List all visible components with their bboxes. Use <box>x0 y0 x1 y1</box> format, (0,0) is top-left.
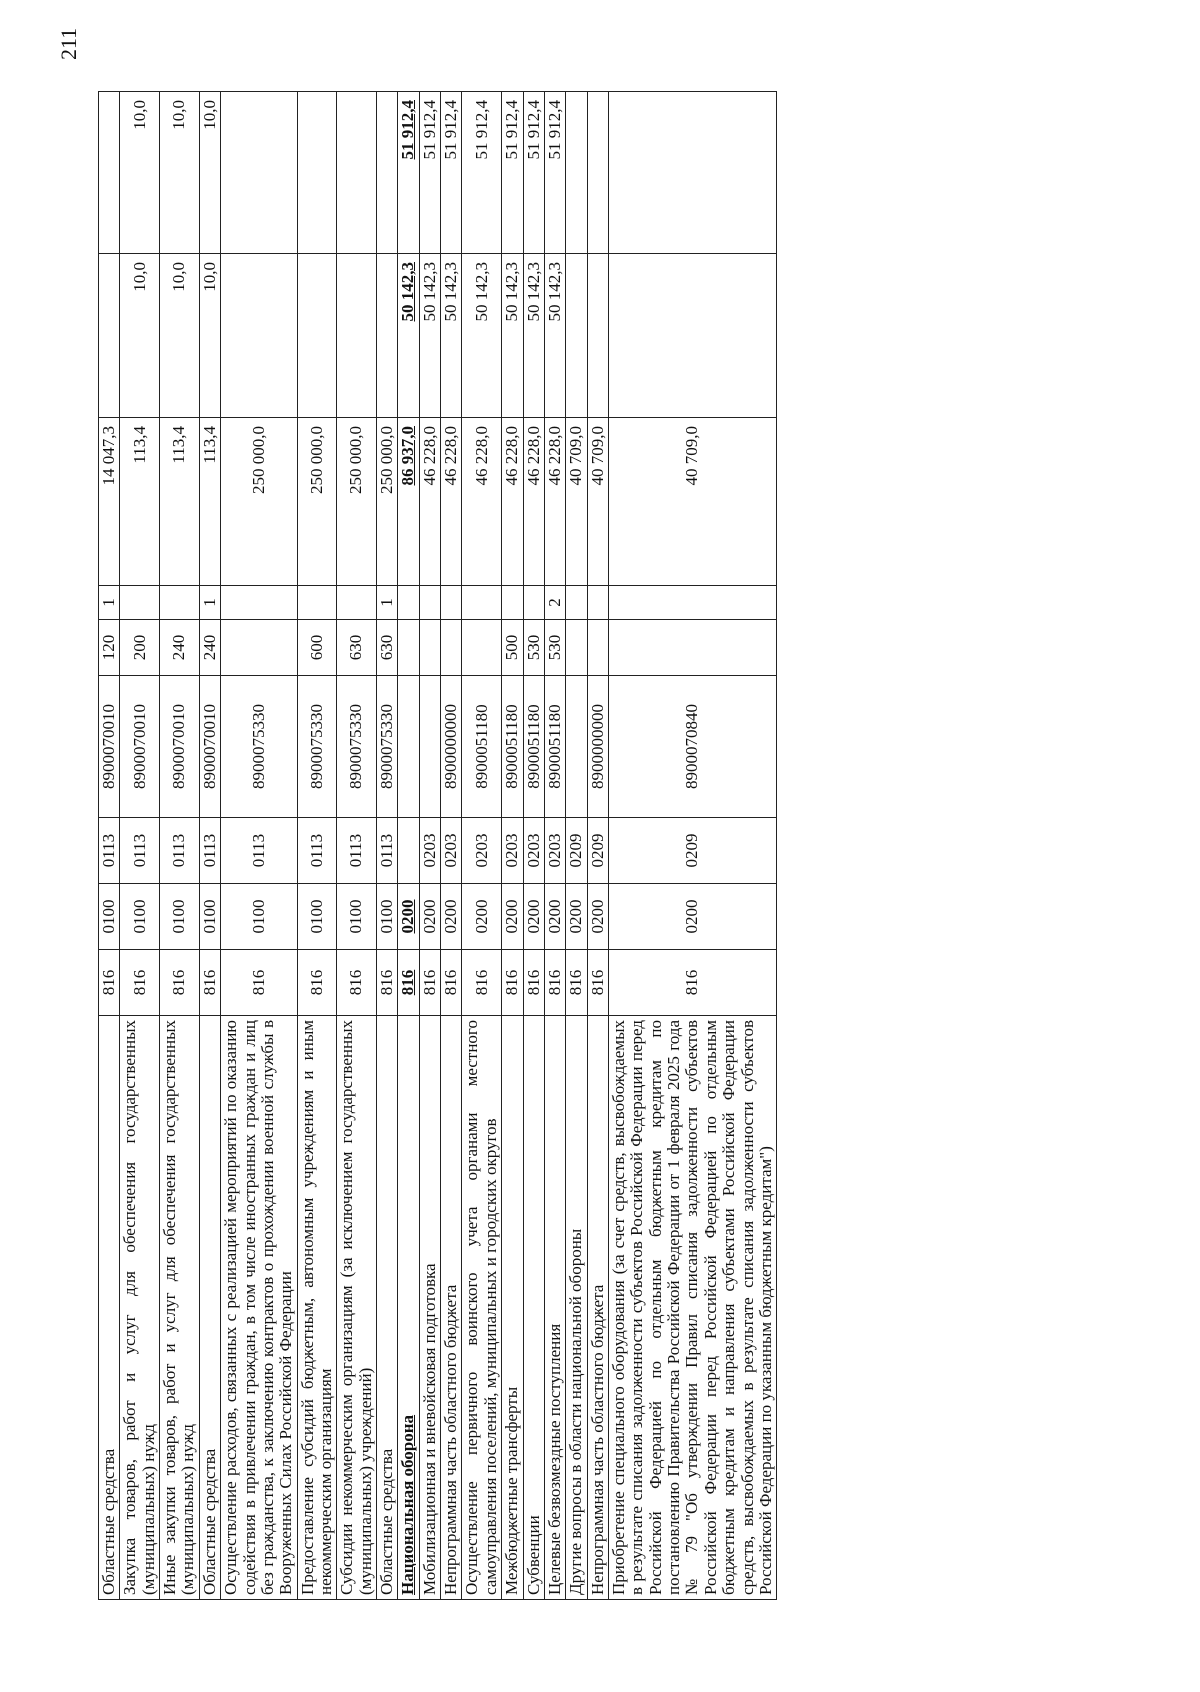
cell-vr <box>419 620 440 676</box>
cell-note <box>462 586 502 620</box>
cell-razdel: 0200 <box>398 884 419 950</box>
budget-table <box>98 91 777 1600</box>
cell-podrazdel: 0203 <box>441 818 462 884</box>
cell-sum2025: 113,4 <box>120 418 160 586</box>
cell-note <box>160 586 200 620</box>
cell-podrazdel: 0113 <box>337 818 377 884</box>
cell-csr <box>398 676 419 818</box>
cell-sum2026: 50 142,3 <box>544 254 565 418</box>
cell-ved: 816 <box>462 950 502 1016</box>
cell-sum2025: 250 000,0 <box>377 418 398 586</box>
cell-ved: 816 <box>120 950 160 1016</box>
cell-sum2027: 10,0 <box>120 92 160 254</box>
table-row <box>502 92 523 1600</box>
cell-csr: 8900075330 <box>297 676 337 818</box>
cell-name: Межбюджетные трансферты <box>502 1016 523 1600</box>
cell-podrazdel: 0203 <box>523 818 544 884</box>
cell-sum2027 <box>566 92 587 254</box>
table-row <box>566 92 587 1600</box>
cell-note: 2 <box>544 586 565 620</box>
cell-ved: 816 <box>566 950 587 1016</box>
cell-note <box>419 586 440 620</box>
cell-csr: 8900075330 <box>377 676 398 818</box>
cell-sum2026: 10,0 <box>199 254 220 418</box>
cell-razdel: 0100 <box>221 884 297 950</box>
cell-sum2026 <box>99 254 120 418</box>
cell-vr: 600 <box>297 620 337 676</box>
cell-ved: 816 <box>523 950 544 1016</box>
cell-note <box>441 586 462 620</box>
cell-name: Целевые безвозмездные поступления <box>544 1016 565 1600</box>
cell-podrazdel: 0113 <box>221 818 297 884</box>
table-row <box>544 92 565 1600</box>
cell-razdel: 0200 <box>462 884 502 950</box>
cell-sum2025: 46 228,0 <box>419 418 440 586</box>
table-body <box>99 92 777 1600</box>
cell-ved: 816 <box>337 950 377 1016</box>
cell-sum2026: 50 142,3 <box>419 254 440 418</box>
cell-podrazdel: 0203 <box>462 818 502 884</box>
cell-vr: 240 <box>199 620 220 676</box>
cell-sum2025: 46 228,0 <box>462 418 502 586</box>
cell-note <box>221 586 297 620</box>
cell-sum2026 <box>566 254 587 418</box>
cell-razdel: 0100 <box>337 884 377 950</box>
cell-csr: 8900070010 <box>99 676 120 818</box>
cell-vr <box>441 620 462 676</box>
cell-sum2025: 46 228,0 <box>523 418 544 586</box>
cell-sum2025: 250 000,0 <box>297 418 337 586</box>
cell-podrazdel: 0113 <box>199 818 220 884</box>
cell-ved: 816 <box>587 950 608 1016</box>
cell-podrazdel: 0113 <box>99 818 120 884</box>
cell-podrazdel: 0209 <box>566 818 587 884</box>
cell-ved: 816 <box>99 950 120 1016</box>
cell-sum2025: 40 709,0 <box>587 418 608 586</box>
cell-razdel: 0200 <box>502 884 523 950</box>
cell-sum2026: 50 142,3 <box>502 254 523 418</box>
cell-csr <box>566 676 587 818</box>
cell-ved: 816 <box>544 950 565 1016</box>
cell-vr <box>398 620 419 676</box>
cell-sum2026 <box>297 254 337 418</box>
table-row <box>462 92 502 1600</box>
table-row <box>99 92 120 1600</box>
cell-csr: 8900051180 <box>544 676 565 818</box>
cell-csr: 8900070840 <box>608 676 776 818</box>
cell-sum2026 <box>377 254 398 418</box>
cell-name: Закупка товаров, работ и услуг для обеспечения государственных (муниципальных) нужд <box>120 1016 160 1600</box>
table-row <box>587 92 608 1600</box>
cell-note: 1 <box>99 586 120 620</box>
cell-podrazdel: 0113 <box>120 818 160 884</box>
cell-sum2026 <box>337 254 377 418</box>
cell-note <box>398 586 419 620</box>
cell-razdel: 0100 <box>99 884 120 950</box>
cell-csr: 8900075330 <box>221 676 297 818</box>
cell-note <box>608 586 776 620</box>
cell-csr: 8900000000 <box>441 676 462 818</box>
cell-podrazdel <box>398 818 419 884</box>
cell-csr: 8900075330 <box>337 676 377 818</box>
cell-vr <box>221 620 297 676</box>
cell-csr: 8900070010 <box>199 676 220 818</box>
table-row <box>337 92 377 1600</box>
cell-note <box>523 586 544 620</box>
cell-ved: 816 <box>608 950 776 1016</box>
cell-note <box>587 586 608 620</box>
cell-sum2027 <box>297 92 337 254</box>
cell-vr: 530 <box>544 620 565 676</box>
cell-name: Осуществление расходов, связанных с реализацией мероприятий по оказанию содействия в привлечении граждан, в том числе иностранных граждан и лиц без гражданства, к заключению контрактов о прохождении военной службы в Вооруженных Силах Российской Федерации <box>221 1016 297 1600</box>
cell-csr: 8900051180 <box>502 676 523 818</box>
cell-razdel: 0100 <box>199 884 220 950</box>
cell-sum2025: 86 937,0 <box>398 418 419 586</box>
cell-note <box>502 586 523 620</box>
cell-name: Областные средства <box>377 1016 398 1600</box>
table-row <box>199 92 220 1600</box>
cell-vr: 120 <box>99 620 120 676</box>
cell-sum2027 <box>221 92 297 254</box>
cell-razdel: 0100 <box>120 884 160 950</box>
table-row <box>160 92 200 1600</box>
cell-note <box>337 586 377 620</box>
cell-name: Приобретение специального оборудования (за счет средств, высвобождаемых в результате списания задолженности субъектов Российской Федерации перед Российской Федерацией по отдельным бюджетным кредитам по постановлению Правительства Российской Федерации от 1 февраля 2025 года № 79 "Об утверждении Правил списания задолженности субъектов Российской Федерации перед Российской Федерацией по отдельным бюджетным кредитам и направления субъектами Российской Федерации средств, высвобождаемых в результате списания задолженности субъектов Российской Федерации по указанным бюджетным кредитам") <box>608 1016 776 1600</box>
cell-sum2027 <box>337 92 377 254</box>
cell-podrazdel: 0113 <box>297 818 337 884</box>
cell-sum2026 <box>608 254 776 418</box>
cell-name: Субсидии некоммерческим организациям (за исключением государственных (муниципальных) учреждений) <box>337 1016 377 1600</box>
cell-name: Мобилизационная и вневойсковая подготовка <box>419 1016 440 1600</box>
cell-sum2026: 50 142,3 <box>398 254 419 418</box>
table-row <box>523 92 544 1600</box>
cell-podrazdel: 0209 <box>587 818 608 884</box>
cell-sum2025: 46 228,0 <box>544 418 565 586</box>
cell-vr: 630 <box>377 620 398 676</box>
cell-razdel: 0200 <box>419 884 440 950</box>
cell-ved: 816 <box>221 950 297 1016</box>
cell-sum2027: 51 912,4 <box>419 92 440 254</box>
cell-csr: 8900051180 <box>462 676 502 818</box>
cell-name: Непрограммная часть областного бюджета <box>587 1016 608 1600</box>
table-row <box>441 92 462 1600</box>
cell-sum2025: 46 228,0 <box>502 418 523 586</box>
cell-sum2026 <box>221 254 297 418</box>
table-row <box>297 92 337 1600</box>
cell-sum2026: 50 142,3 <box>441 254 462 418</box>
table-row <box>120 92 160 1600</box>
cell-vr: 200 <box>120 620 160 676</box>
cell-sum2026: 50 142,3 <box>462 254 502 418</box>
cell-vr <box>608 620 776 676</box>
cell-ved: 816 <box>297 950 337 1016</box>
cell-razdel: 0200 <box>544 884 565 950</box>
budget-table-wrapper <box>98 92 1046 1600</box>
cell-name: Непрограммная часть областного бюджета <box>441 1016 462 1600</box>
page-number: 211 <box>56 27 81 60</box>
cell-sum2027 <box>99 92 120 254</box>
cell-sum2027: 51 912,4 <box>544 92 565 254</box>
cell-note <box>566 586 587 620</box>
cell-csr: 8900051180 <box>523 676 544 818</box>
cell-name: Областные средства <box>99 1016 120 1600</box>
cell-ved: 816 <box>502 950 523 1016</box>
cell-razdel: 0200 <box>523 884 544 950</box>
cell-note: 1 <box>377 586 398 620</box>
table-row <box>377 92 398 1600</box>
cell-sum2027 <box>587 92 608 254</box>
cell-razdel: 0100 <box>377 884 398 950</box>
cell-ved: 816 <box>441 950 462 1016</box>
cell-razdel: 0100 <box>160 884 200 950</box>
cell-note: 1 <box>199 586 220 620</box>
cell-name: Другие вопросы в области национальной обороны <box>566 1016 587 1600</box>
table-row <box>419 92 440 1600</box>
cell-ved: 816 <box>377 950 398 1016</box>
table-row <box>398 92 419 1600</box>
cell-csr: 8900000000 <box>587 676 608 818</box>
cell-ved: 816 <box>398 950 419 1016</box>
cell-podrazdel: 0113 <box>377 818 398 884</box>
cell-ved: 816 <box>160 950 200 1016</box>
cell-name: Областные средства <box>199 1016 220 1600</box>
cell-razdel: 0100 <box>297 884 337 950</box>
cell-vr: 530 <box>523 620 544 676</box>
cell-name: Национальная оборона <box>398 1016 419 1600</box>
cell-sum2025: 113,4 <box>160 418 200 586</box>
cell-sum2025: 14 047,3 <box>99 418 120 586</box>
cell-sum2025: 40 709,0 <box>566 418 587 586</box>
cell-podrazdel: 0113 <box>160 818 200 884</box>
cell-name: Субвенции <box>523 1016 544 1600</box>
cell-podrazdel: 0203 <box>544 818 565 884</box>
cell-sum2025: 250 000,0 <box>221 418 297 586</box>
table-row <box>608 92 776 1600</box>
cell-sum2025: 46 228,0 <box>441 418 462 586</box>
cell-sum2027: 51 912,4 <box>398 92 419 254</box>
cell-ved: 816 <box>419 950 440 1016</box>
cell-sum2027: 51 912,4 <box>462 92 502 254</box>
cell-csr <box>419 676 440 818</box>
cell-vr: 500 <box>502 620 523 676</box>
cell-podrazdel: 0203 <box>502 818 523 884</box>
cell-csr: 8900070010 <box>160 676 200 818</box>
cell-sum2026: 10,0 <box>160 254 200 418</box>
cell-podrazdel: 0209 <box>608 818 776 884</box>
cell-note <box>120 586 160 620</box>
cell-razdel: 0200 <box>587 884 608 950</box>
cell-csr: 8900070010 <box>120 676 160 818</box>
cell-sum2027: 51 912,4 <box>502 92 523 254</box>
cell-sum2027: 51 912,4 <box>441 92 462 254</box>
cell-name: Осуществление первичного воинского учета органами местного самоуправления поселений, муниципальных и городских округов <box>462 1016 502 1600</box>
cell-sum2027 <box>377 92 398 254</box>
cell-sum2025: 250 000,0 <box>337 418 377 586</box>
cell-razdel: 0200 <box>566 884 587 950</box>
cell-sum2026: 50 142,3 <box>523 254 544 418</box>
cell-sum2025: 113,4 <box>199 418 220 586</box>
table-row <box>221 92 297 1600</box>
cell-vr <box>587 620 608 676</box>
cell-sum2027 <box>608 92 776 254</box>
cell-sum2025: 40 709,0 <box>608 418 776 586</box>
cell-vr <box>462 620 502 676</box>
cell-name: Иные закупки товаров, работ и услуг для обеспечения государственных (муниципальных) нужд <box>160 1016 200 1600</box>
cell-razdel: 0200 <box>441 884 462 950</box>
cell-sum2027: 10,0 <box>160 92 200 254</box>
cell-sum2027: 51 912,4 <box>523 92 544 254</box>
cell-razdel: 0200 <box>608 884 776 950</box>
cell-name: Предоставление субсидий бюджетным, автономным учреждениям и иным некоммерческим организациям <box>297 1016 337 1600</box>
cell-sum2026: 10,0 <box>120 254 160 418</box>
cell-sum2027: 10,0 <box>199 92 220 254</box>
cell-vr: 240 <box>160 620 200 676</box>
cell-vr <box>566 620 587 676</box>
cell-vr: 630 <box>337 620 377 676</box>
cell-podrazdel: 0203 <box>419 818 440 884</box>
cell-ved: 816 <box>199 950 220 1016</box>
cell-note <box>297 586 337 620</box>
cell-sum2026 <box>587 254 608 418</box>
